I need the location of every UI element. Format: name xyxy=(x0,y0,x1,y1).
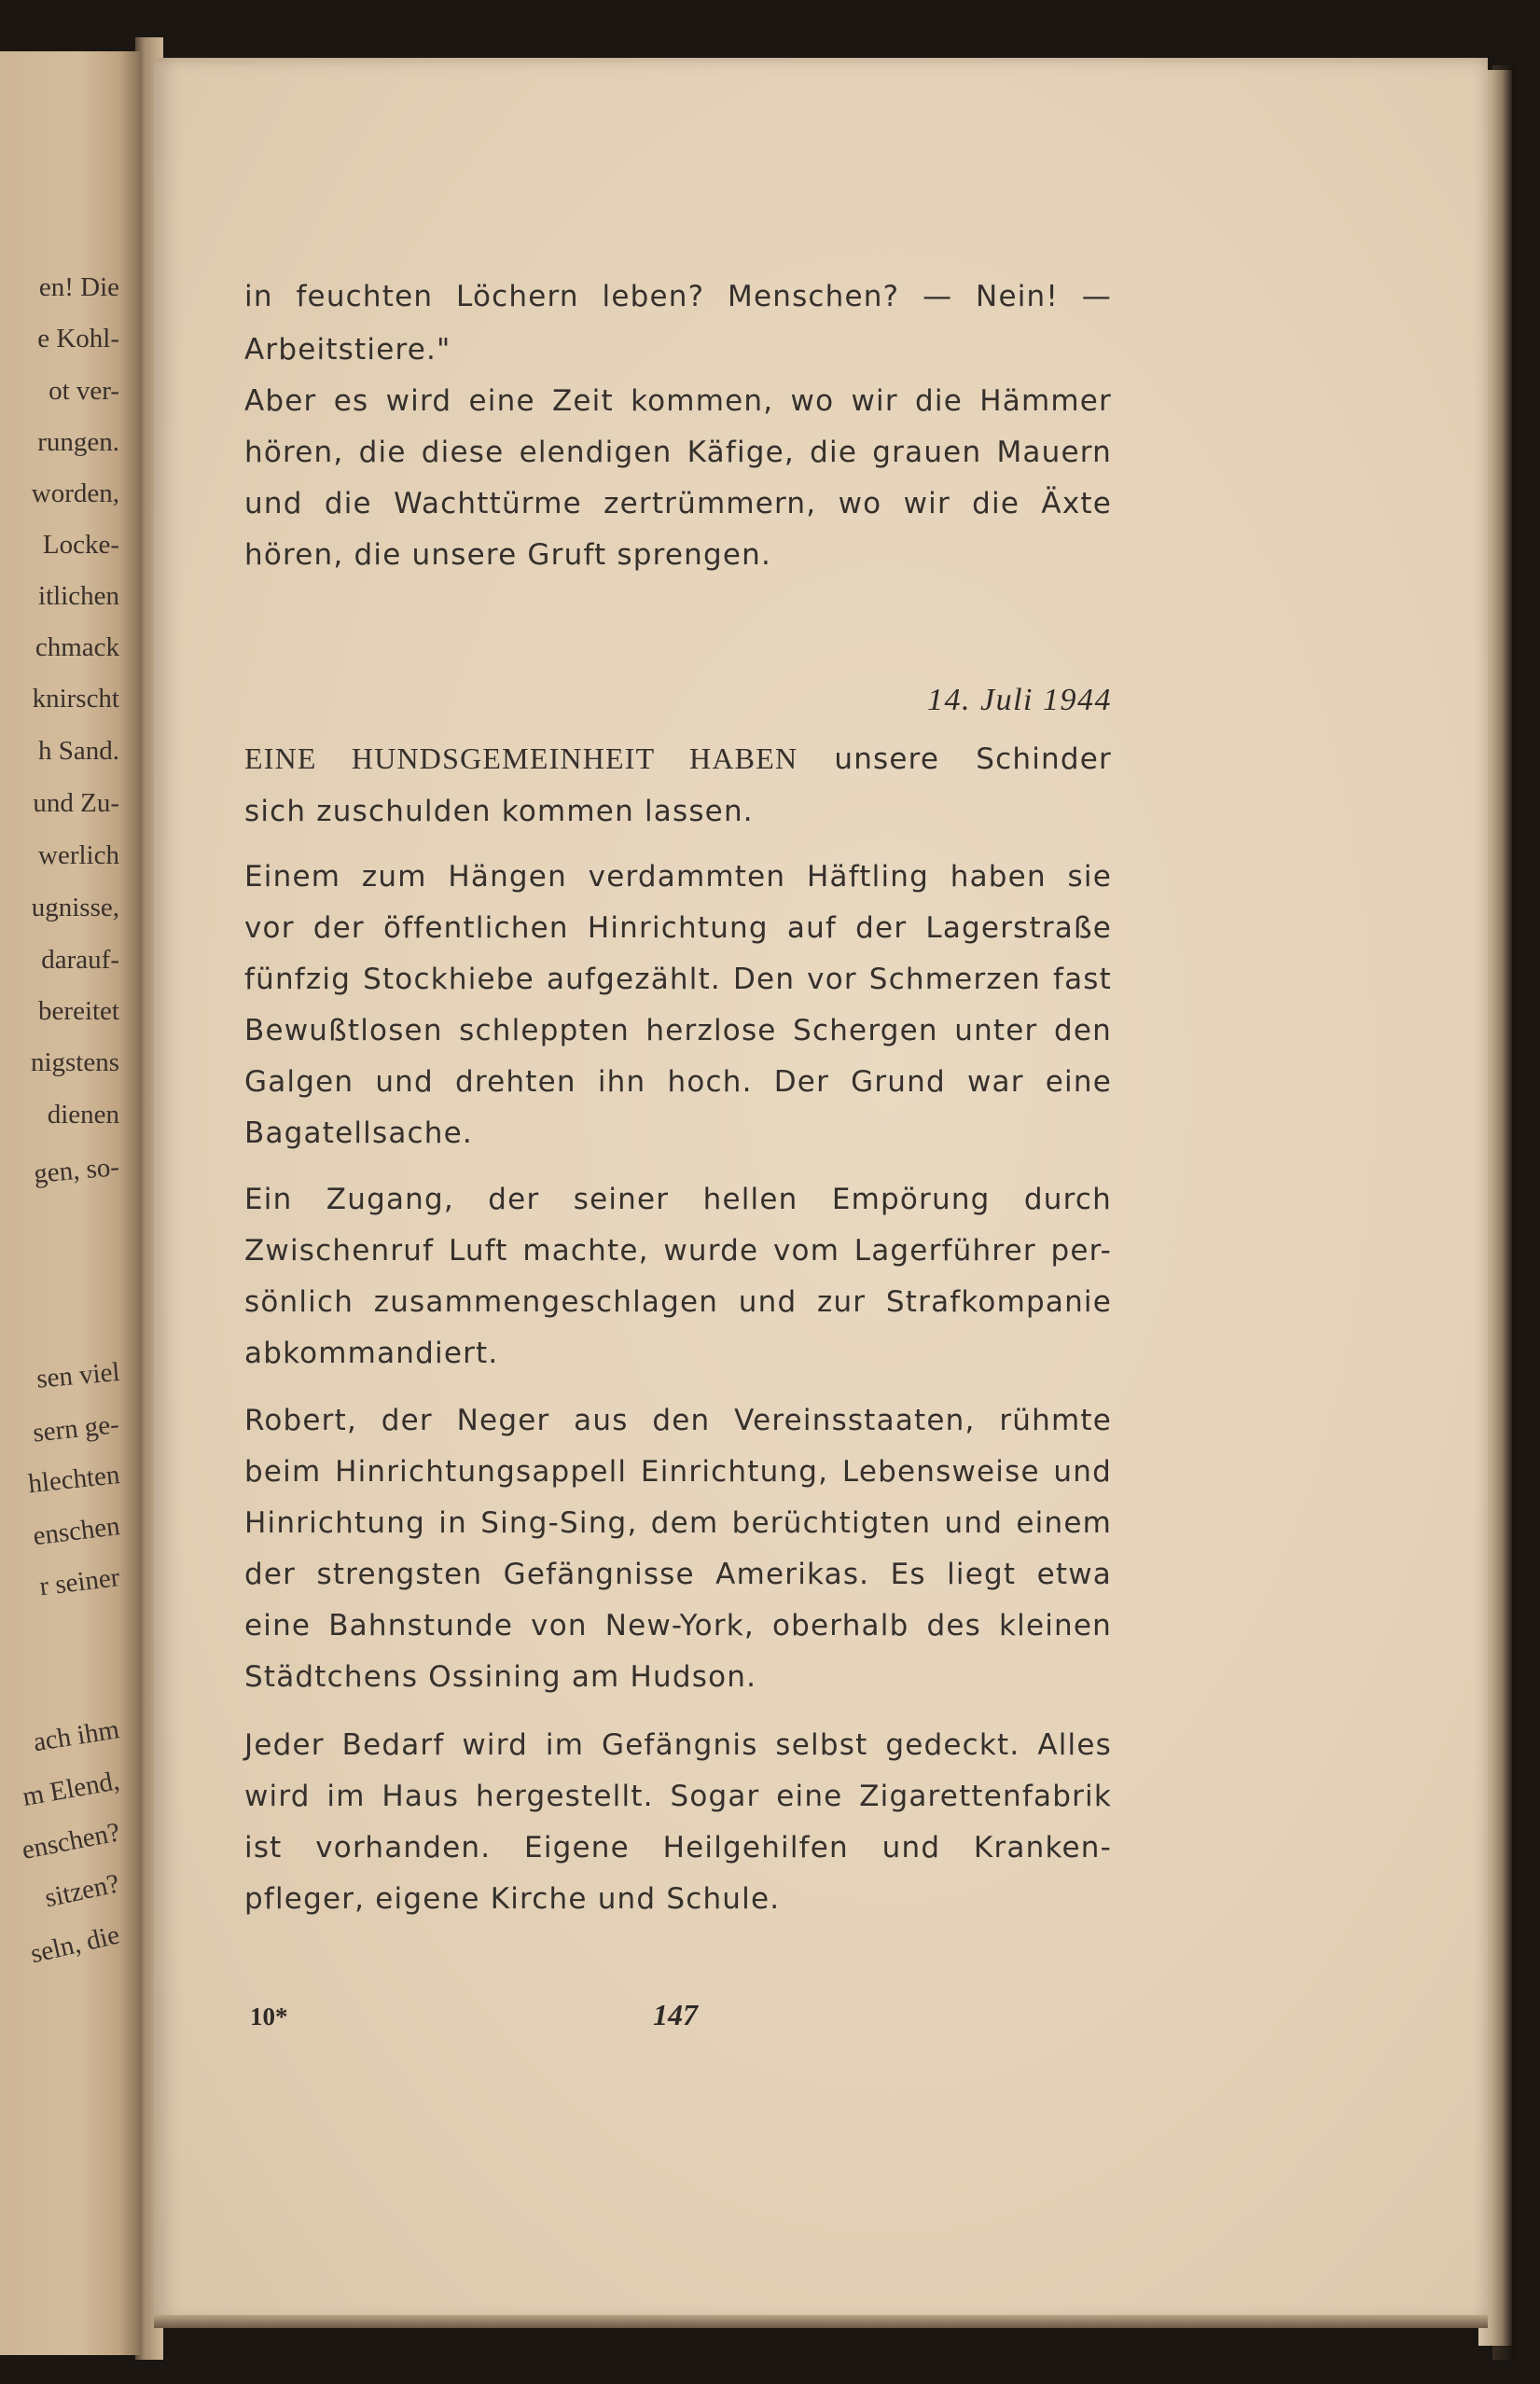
text-line: Jeder Bedarf wird im Gefängnis selbst gedeckt. Alles xyxy=(244,1728,1112,1762)
text-line: und die Wachttürme zertrümmern, wo wir die Äxte xyxy=(244,487,1112,520)
left-page-line: gen, so- xyxy=(33,1152,121,1189)
left-page-line: und Zu- xyxy=(33,788,119,818)
text-line: pfleger, eigene Kirche und Schule. xyxy=(244,1882,781,1916)
text-line: beim Hinrichtungsappell Einrichtung, Lebensweise und xyxy=(244,1455,1112,1489)
text-line: Robert, der Neger aus den Vereinsstaaten, rühmte xyxy=(244,1404,1112,1437)
signature-mark: 10* xyxy=(250,2003,288,2031)
left-page-line: chmack xyxy=(35,632,119,662)
entry-heading: EINE HUNDSGEMEINHEIT HABEN xyxy=(244,742,798,775)
text-line: Bewußtlosen schleppten herzlose Schergen unter den xyxy=(244,1014,1112,1047)
left-page-line: h Sand. xyxy=(38,736,119,766)
left-page-line: en! Die xyxy=(38,272,119,302)
left-page-line: darauf- xyxy=(41,945,119,975)
left-page-line: dienen xyxy=(47,1100,119,1130)
left-page-line: nigstens xyxy=(30,1047,119,1077)
left-page-line: hlechten xyxy=(26,1460,121,1500)
text-line: sich zuschulden kommen lassen. xyxy=(244,795,754,828)
text-line: vor der öffentlichen Hinrichtung auf der Lagerstraße xyxy=(244,911,1112,945)
left-page-line: ach ihm xyxy=(31,1714,122,1758)
text-line: Zwischenruf Luft machte, wurde vom Lagerführer per- xyxy=(244,1234,1112,1268)
text-line: in feuchten Löchern leben? Menschen? — Nein! — xyxy=(244,280,1112,313)
left-page-line: ugnisse, xyxy=(31,893,119,922)
left-page-line: knirscht xyxy=(32,684,119,714)
text-line: wird im Haus hergestellt. Sogar eine Zigarettenfabrik xyxy=(244,1780,1112,1813)
left-page-line: ot ver- xyxy=(49,376,119,406)
left-page-line: bereitet xyxy=(38,996,119,1026)
text-line: Städtchens Ossining am Hudson. xyxy=(244,1660,757,1694)
text-line: ist vorhanden. Eigene Heilgehilfen und Kranken- xyxy=(244,1831,1112,1864)
left-page-line: itlichen xyxy=(38,581,119,611)
text-line: Galgen und drehten ihn hoch. Der Grund war eine xyxy=(244,1065,1112,1099)
left-page-line: rungen. xyxy=(37,427,119,457)
text-line: hören, die diese elendigen Käfige, die grauen Mauern xyxy=(244,436,1112,469)
left-page-line: sern ge- xyxy=(32,1409,121,1448)
text-line: der strengsten Gefängnisse Amerikas. Es liegt etwa xyxy=(244,1558,1112,1591)
text-line: Einem zum Hängen verdammten Häftling haben sie xyxy=(244,860,1112,894)
text-line: Arbeitstiere." xyxy=(244,333,451,367)
left-page xyxy=(0,51,140,2355)
left-page-line: e Kohl- xyxy=(37,324,119,353)
page-number: 147 xyxy=(653,1998,698,2031)
left-page-line: worden, xyxy=(31,478,119,508)
left-page-line: r seiner xyxy=(37,1562,121,1602)
page-bottom-edge xyxy=(154,2315,1488,2328)
entry-first-line xyxy=(244,742,1112,776)
text-line: fünfzig Stockhiebe aufgezählt. Den vor Schmerzen fast xyxy=(244,963,1112,996)
text-line: sönlich zusammengeschlagen und zur Strafkompanie xyxy=(244,1285,1112,1319)
entry-heading-rest: unsere Schinder xyxy=(834,742,1112,776)
text-line: abkommandiert. xyxy=(244,1337,499,1370)
left-page-line: enschen xyxy=(31,1511,121,1552)
text-line: Ein Zugang, der seiner hellen Empörung durch xyxy=(244,1183,1112,1216)
left-page-line: Locke- xyxy=(42,530,119,560)
left-page-line: enschen? xyxy=(19,1817,122,1865)
entry-date: 14. Juli 1944 xyxy=(927,683,1112,717)
left-page-line: seln, die xyxy=(28,1920,123,1970)
left-page-line: sen viel xyxy=(35,1357,121,1394)
left-page-line: werlich xyxy=(38,840,119,870)
left-page-line: sitzen? xyxy=(42,1868,123,1914)
text-line: Hinrichtung in Sing-Sing, dem berüchtigten und einem xyxy=(244,1506,1112,1540)
text-line: hören, die unsere Gruft sprengen. xyxy=(244,538,772,572)
text-line: Aber es wird eine Zeit kommen, wo wir die Hämmer xyxy=(244,384,1112,418)
left-page-line: m Elend, xyxy=(21,1766,122,1812)
text-line: eine Bahnstunde von New-York, oberhalb des kleinen xyxy=(244,1609,1112,1642)
text-line: Bagatellsache. xyxy=(244,1116,473,1150)
